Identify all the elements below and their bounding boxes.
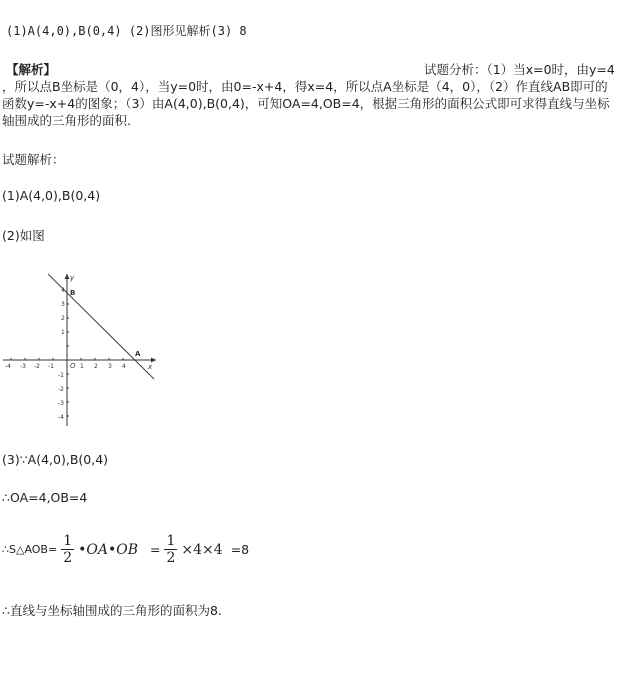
point-a-label: A (135, 350, 141, 358)
fraction-one-half-2 (164, 533, 177, 566)
answer-line: (1)A(4,0),B(0,4) (2)图形见解析(3) 8 (6, 24, 247, 38)
x-tick-label: -4 (5, 363, 11, 370)
x-tick-label: 3 (108, 363, 112, 370)
analysis-heading: 【解析】 (6, 62, 57, 77)
solution-heading: 试题解析： (2, 152, 65, 167)
conclusion: ∴直线与坐标轴围成的三角形的面积为8. (2, 603, 222, 618)
y-tick-label: 4 (61, 287, 65, 294)
step-3: (3)∵A(4,0),B(0,4) (2, 452, 109, 467)
y-axis-arrow-icon (65, 274, 70, 279)
x-tick-label: 2 (94, 363, 98, 370)
analysis-line-3: 轴围成的三角形的面积. (2, 113, 131, 128)
fraction-one-half (61, 533, 74, 566)
x-tick-label: 1 (80, 363, 84, 370)
analysis-line-1: ，所以点B坐标是（0，4），当y=0时，由0=-x+4，得x=4，所以点A坐标是（4，0），（2）作直线AB即可的 (2, 79, 608, 94)
y-tick-label: -2 (58, 386, 64, 393)
fraction-numerator: 1 (166, 533, 176, 549)
point-b-label: B (70, 289, 76, 297)
x-tick-label: 4 (122, 363, 126, 370)
step-4: ∴OA=4,OB=4 (2, 490, 88, 505)
y-tick-label: 2 (61, 315, 65, 322)
fraction-denominator: 2 (63, 550, 73, 566)
x-axis-arrow-icon (151, 358, 156, 363)
analysis-lead: 试题分析：（1）当x=0时，由y=4 (424, 62, 615, 77)
y-tick-label: -4 (58, 414, 64, 421)
analysis-line-2: 函数y=-x+4的图象；（3）由A(4,0),B(0,4)，可知OA=4,OB=4，根据三角形的面积公式即可求得直线与坐标 (2, 96, 610, 111)
x-tick-label: -2 (34, 363, 40, 370)
y-tick-label: 1 (61, 329, 65, 336)
area-formula-result: =8 (230, 542, 250, 557)
fraction-numerator: 1 (63, 533, 73, 549)
step-1: (1)A(4,0),B(0,4) (2, 188, 101, 203)
area-formula-prefix: ∴S△AOB= (2, 543, 58, 556)
fraction-denominator: 2 (166, 550, 176, 566)
y-tick-label: -1 (58, 372, 64, 379)
origin-label: O (70, 362, 76, 370)
x-axis-label: x (148, 363, 153, 371)
coordinate-graph (0, 268, 165, 433)
area-formula-expr: •OA•OB (78, 541, 138, 558)
y-axis-label: y (70, 274, 75, 282)
y-tick-label: 3 (61, 301, 65, 308)
area-formula-eq: = (150, 542, 161, 557)
area-formula-tail: ×4×4 (181, 541, 223, 558)
area-formula (2, 533, 249, 566)
x-tick-label: -1 (48, 363, 54, 370)
step-2: (2)如图 (2, 228, 45, 243)
y-tick-label: -3 (58, 400, 64, 407)
x-tick-label: -3 (20, 363, 26, 370)
